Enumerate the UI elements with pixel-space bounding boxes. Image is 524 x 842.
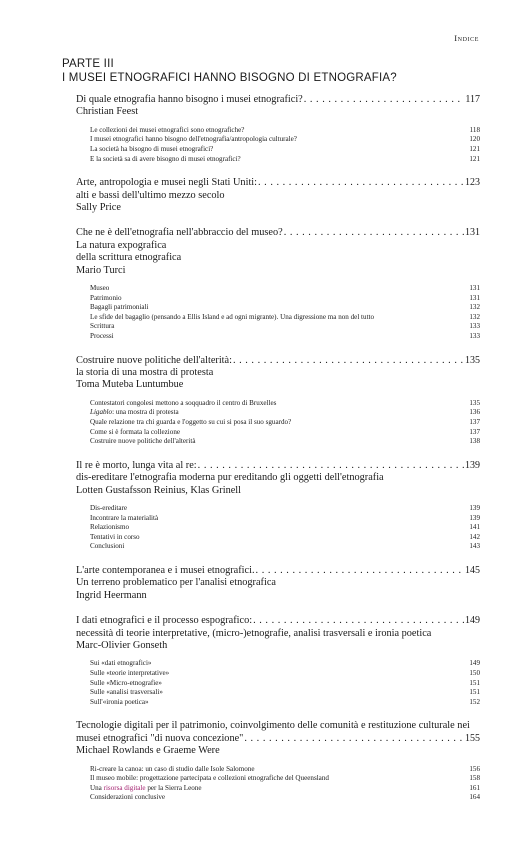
leader-dots (284, 227, 464, 239)
subsection-page: 135 (469, 398, 480, 407)
subsection-item[interactable] (90, 774, 480, 784)
entry-title: Che ne è dell'etnografia nell'abbraccio del museo? (76, 227, 283, 239)
subsection-page: 139 (469, 513, 480, 522)
subsection-title: Quale relazione tra chi guarda e l'oggetto su cui si posa il suo sguardo? (90, 418, 292, 426)
entry-author: Mario Turci (76, 264, 126, 276)
subsection-title: Tentativi in corso (90, 532, 140, 541)
subsection-title: Ri-creare la canoa: un caso di studio dalle Isole Salomone (90, 764, 255, 773)
entry-title-row[interactable] (76, 565, 480, 577)
subsection-item[interactable] (90, 688, 480, 698)
subsection-item[interactable] (90, 793, 480, 803)
leader-dots (256, 565, 464, 577)
subsection-title: E la società sa di avere bisogno di musei etnografici? (90, 154, 241, 163)
entry-author: Lotten Gustafsson Reinius, Klas Grinell (76, 484, 242, 496)
entry-page: 135 (465, 354, 480, 366)
subsection-item[interactable] (90, 313, 480, 323)
part-number: PARTE III (62, 58, 114, 70)
subsection-page: 161 (469, 783, 480, 792)
subsection-page: 131 (469, 293, 480, 302)
leader-dots (253, 615, 464, 627)
subsection-item[interactable] (90, 542, 480, 552)
subsection-title: Le sfide del bagaglio (pensando a Ellis Island e ad ogni migrante). Una digressione ma non del tutto (90, 312, 375, 321)
subsection-page: 120 (469, 135, 480, 144)
subsection-page: 158 (469, 774, 480, 783)
subsection-title-italic: Ligablo (90, 408, 113, 417)
subsection-list (90, 765, 480, 803)
entry-title-row[interactable] (76, 94, 480, 106)
subsection-title: Bagagli patrimoniali (90, 303, 149, 312)
subsection-item[interactable] (90, 504, 480, 514)
entry-subtitle: alti e bassi dell'ultimo mezzo secolo (76, 189, 225, 201)
part-heading (62, 57, 397, 85)
subsection-title-pre: Una (90, 783, 104, 792)
subsection-item[interactable] (90, 155, 480, 165)
subsection-title-rest: : una mostra di protesta (112, 408, 179, 417)
entry-subtitle: della scrittura etnografica (76, 252, 182, 264)
entry-page: 149 (465, 615, 480, 627)
subsection-page: 133 (469, 332, 480, 340)
subsection-title: Sulle «analisi trasversali» (90, 688, 163, 697)
entry-subtitle: La natura expografica (76, 239, 167, 251)
toc-entry (76, 615, 480, 707)
entry-title: I dati etnografici e il processo espografico: (76, 615, 253, 627)
toc-entry (76, 720, 480, 803)
subsection-item[interactable] (90, 418, 480, 428)
subsection-item[interactable] (90, 145, 480, 155)
entry-page: 139 (465, 459, 480, 471)
subsection-page: 137 (469, 427, 480, 436)
subsection-page: 138 (469, 437, 480, 446)
entry-author: Christian Feest (76, 106, 139, 118)
subsection-page: 137 (469, 418, 480, 426)
entry-subtitle: dis-ereditare l'etnografia moderna pur ereditando gli oggetti dell'etnografia (76, 472, 384, 484)
subsection-item[interactable] (90, 322, 480, 332)
subsection-item[interactable] (90, 523, 480, 533)
subsection-title (90, 784, 202, 794)
subsection-title: Sulle «teorie interpretative» (90, 669, 170, 677)
subsection-page: 150 (469, 669, 480, 677)
subsection-item[interactable] (90, 332, 480, 342)
entry-title: musei etnografici "di nuova concezione" (76, 732, 244, 744)
subsection-page: 132 (469, 303, 480, 312)
entry-subtitle: Un terreno problematico per l'analisi etnografica (76, 577, 276, 589)
entry-title: Costruire nuove politiche dell'alterità: (76, 354, 232, 366)
subsection-item[interactable] (90, 698, 480, 708)
subsection-item[interactable] (90, 428, 480, 438)
subsection-item[interactable] (90, 303, 480, 313)
entry-author: Michael Rowlands e Graeme Were (76, 745, 220, 757)
subsection-page: 149 (469, 659, 480, 668)
subsection-title-post: per la Sierra Leone (145, 783, 202, 792)
subsection-item[interactable] (90, 399, 480, 409)
subsection-title: Il museo mobile: progettazione partecipata e collezioni etnografiche del Queensland (90, 774, 329, 783)
subsection-page: 133 (469, 322, 480, 331)
subsection-list (90, 504, 480, 552)
subsection-title: Relazionismo (90, 523, 130, 532)
subsection-page: 131 (469, 284, 480, 293)
subsection-title: I musei etnografici hanno bisogno dell'etnografia/antropologia culturale? (90, 135, 297, 144)
entry-subtitle: necessità di teorie interpretative, (micro-)etnografie, analisi trasversali e ironia poetica (76, 627, 432, 639)
running-head: Indice (454, 33, 479, 43)
subsection-page: 151 (469, 688, 480, 697)
toc-entry (76, 565, 480, 602)
leader-dots (233, 355, 464, 367)
subsection-item[interactable] (90, 408, 480, 418)
entry-title-line[interactable]: Tecnologie digitali per il patrimonio, coinvolgimento delle comunità e restituzione culturale nei (76, 720, 470, 732)
subsection-page: 164 (469, 793, 480, 802)
subsection-item[interactable] (90, 659, 480, 669)
subsection-item[interactable] (90, 669, 480, 679)
subsection-page: 136 (469, 408, 480, 417)
leader-dots (258, 177, 464, 189)
subsection-item[interactable] (90, 294, 480, 304)
subsection-title: Conclusioni (90, 542, 125, 551)
subsection-page: 143 (469, 542, 480, 551)
subsection-title: Sulle «Micro-etnografie» (90, 678, 162, 687)
subsection-item[interactable] (90, 126, 480, 136)
subsection-title: Le collezioni dei musei etnografici sono etnografiche? (90, 125, 245, 134)
subsection-title: Contestatori congolesi mettono a soqquadro il centro di Bruxelles (90, 398, 277, 407)
subsection-title: Come si è formata la collezione (90, 427, 181, 436)
subsection-page: 151 (469, 678, 480, 687)
entry-page: 117 (465, 94, 480, 105)
leader-dots (244, 733, 464, 745)
subsection-title: Considerazioni conclusive (90, 793, 166, 802)
subsection-title: Costruire nuove politiche dell'alterità (90, 437, 196, 446)
toc-entries (76, 94, 480, 816)
entry-author: Toma Muteba Luntumbue (76, 379, 184, 391)
subsection-page: 141 (469, 523, 480, 532)
subsection-item[interactable] (90, 284, 480, 294)
subsection-title-highlight: risorsa digitale (103, 783, 146, 792)
subsection-title: Processi (90, 332, 114, 340)
entry-author: Marc-Olivier Gonseth (76, 640, 168, 651)
entry-title: Arte, antropologia e musei negli Stati Uniti: (76, 177, 258, 189)
subsection-list (90, 399, 480, 447)
subsection-page: 121 (469, 154, 480, 163)
subsection-page: 118 (469, 125, 480, 134)
subsection-page: 156 (469, 764, 480, 773)
subsection-list (90, 659, 480, 707)
subsection-title: Sui «dati etnografici» (90, 659, 152, 668)
subsection-item[interactable] (90, 533, 480, 543)
subsection-title: Sull'«ironia poetica» (90, 697, 149, 706)
toc-entry (76, 460, 480, 552)
subsection-title: Scrittura (90, 322, 115, 331)
subsection-page: 142 (469, 532, 480, 541)
subsection-title: Incontrare la materialità (90, 513, 159, 522)
subsection-item[interactable] (90, 679, 480, 689)
entry-title: L'arte contemporanea e i musei etnografici. (76, 564, 255, 576)
subsection-title (90, 408, 179, 418)
entry-title-row[interactable] (76, 355, 480, 367)
subsection-page: 121 (469, 145, 480, 153)
entry-subtitle: la storia di una mostra di protesta (76, 367, 214, 378)
entry-page: 131 (465, 227, 480, 239)
entry-page: 123 (465, 177, 480, 189)
leader-dots (304, 94, 465, 106)
toc-entry (76, 355, 480, 447)
entry-author: Ingrid Heermann (76, 589, 147, 601)
subsection-item[interactable] (90, 437, 480, 447)
subsection-list (90, 126, 480, 164)
entry-title-row[interactable] (76, 615, 480, 627)
toc-entry (76, 177, 480, 214)
subsection-page: 132 (469, 312, 480, 321)
subsection-item[interactable] (90, 135, 480, 145)
part-title: I MUSEI ETNOGRAFICI HANNO BISOGNO DI ETNOGRAFIA? (62, 72, 397, 84)
subsection-title: La società ha bisogno di musei etnografici? (90, 145, 214, 153)
subsection-page: 152 (469, 697, 480, 706)
entry-title-row[interactable] (76, 227, 480, 239)
entry-author: Sally Price (76, 202, 121, 213)
subsection-item[interactable] (90, 784, 480, 794)
subsection-list (90, 284, 480, 342)
subsection-item[interactable] (90, 514, 480, 524)
entry-page: 145 (465, 564, 480, 576)
entry-title: Di quale etnografia hanno bisogno i musei etnografici? (76, 94, 303, 105)
subsection-item[interactable] (90, 765, 480, 775)
toc-entry (76, 227, 480, 341)
entry-title-row[interactable] (76, 177, 480, 189)
entry-title: Il re è morto, lunga vita al re: (76, 459, 197, 471)
entry-title-row[interactable] (76, 733, 480, 745)
subsection-title: Dis-ereditare (90, 504, 128, 512)
entry-page: 155 (465, 732, 480, 744)
toc-entry (76, 94, 480, 164)
subsection-title: Patrimonio (90, 293, 122, 302)
subsection-page: 139 (469, 504, 480, 512)
entry-title-row[interactable] (76, 460, 480, 472)
leader-dots (198, 460, 464, 472)
subsection-title: Museo (90, 284, 110, 293)
